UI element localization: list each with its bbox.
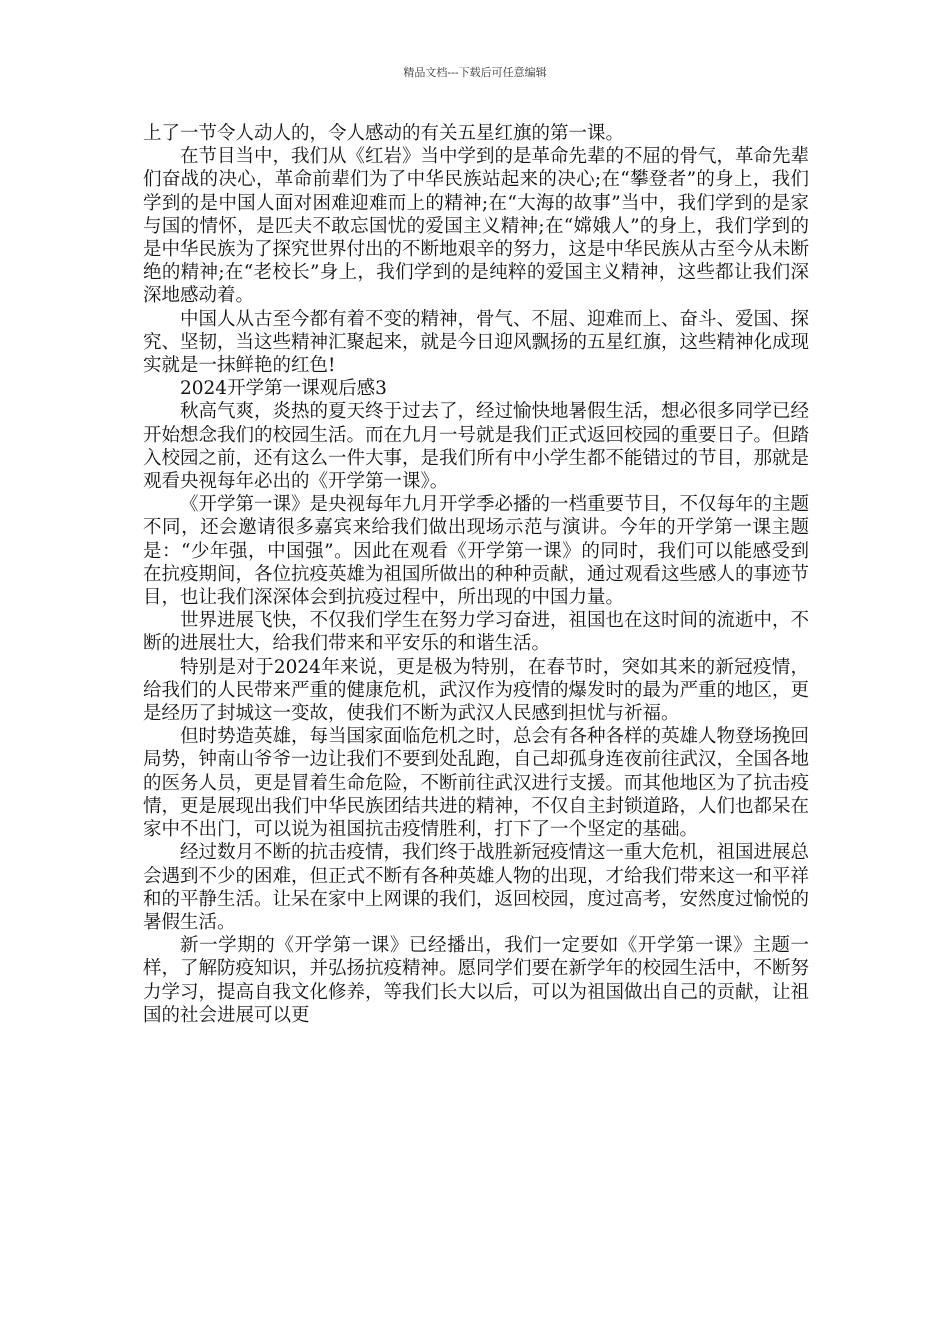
document-body: [143, 122, 809, 1027]
paragraph-1: 上了一节令人动人的，令人感动的有关五星红旗的第一课。: [143, 123, 625, 144]
paragraph-7: 世界进展飞快，不仅我们学生在努力学习奋进，祖国也在这时间的流逝中，不断的进展壮大，给我们带来和平安乐的和谐生活。: [143, 610, 810, 655]
page-header: 精品文档---下载后可任意编辑: [403, 66, 547, 79]
paragraph-5: 秋高气爽，炎热的夏天终于过去了，经过愉快地暑假生活，想必很多同学已经开始想念我们的校园生活。而在九月一号就是我们正式返回校园的重要日子。但踏入校园之前，还有这么一件大事，是我们所有中小学生都不能错过的节目，那就是观看央视每年必出的《开学第一课》。: [143, 401, 810, 493]
paragraph-3: 中国人从古至今都有着不变的精神，骨气、不屈、迎难而上、奋斗、爱国、探究、坚韧，当这些精神汇聚起来，就是今日迎风飘扬的五星红旗，这些精神化成现实就是一抹鲜艳的红色!: [143, 308, 810, 377]
paragraph-9: 但时势造英雄，每当国家面临危机之时，总会有各种各样的英雄人物登场挽回局势，钟南山爷爷一边让我们不要到处乱跑，自己却孤身连夜前往武汉，全国各地的医务人员，更是冒着生命危险，不断前往武汉进行支援。而其他地区为了抗击疫情，更是展现出我们中华民族团结共进的精神，不仅自主封锁道路，人们也都呆在家中不出门，可以说为祖国抗击疫情胜利，打下了一个坚定的基础。: [143, 726, 810, 841]
section-title: 2024开学第一课观后感3: [180, 378, 387, 400]
paragraph-11: 新一学期的《开学第一课》已经播出，我们一定要如《开学第一课》主题一样，了解防疫知识，并弘扬抗疫精神。愿同学们要在新学年的校园生活中，不断努力学习，提高自我文化修养，等我们长大以后，可以为祖国做出自己的贡献，让祖国的社会进展可以更: [143, 935, 810, 1026]
paragraph-2: 在节目当中，我们从《红岩》当中学到的是革命先辈的不屈的骨气，革命先辈们奋战的决心，革命前辈们为了中华民族站起来的决心;在“攀登者”的身上，我们学到的是中国人面对困难迎难而上的精神;在“大海的故事”当中，我们学到的是家与国的情怀，是匹夫不敢忘国忧的爱国主义精神;在“嫦娥人”的身上，我们学到的是中华民族为了探究世界付出的不断地艰辛的努力，这是中华民族从古至今从未断绝的精神;在“老校长”身上，我们学到的是纯粹的爱国主义精神，这些都让我们深深地感动着。: [143, 146, 810, 307]
paragraph-6: 《开学第一课》是央视每年九月开学季必播的一档重要节目，不仅每年的主题不同，还会邀请很多嘉宾来给我们做出现场示范与演讲。今年的开学第一课主题是：“少年强，中国强”。因此在观看《开学第一课》的同时，我们可以能感受到在抗疫期间，各位抗疫英雄为祖国所做出的种种贡献，通过观看这些感人的事迹节目，也让我们深深体会到抗疫过程中，所出现的中国力量。: [143, 494, 810, 609]
paragraph-8: 特别是对于2024年来说，更是极为特别，在春节时，突如其来的新冠疫情，给我们的人民带来严重的健康危机，武汉作为疫情的爆发时的最为严重的地区，更是经历了封城这一变故，使我们不断为武汉人民感到担忧与祈福。: [143, 656, 810, 725]
paragraph-10: 经过数月不断的抗击疫情，我们终于战胜新冠疫情这一重大危机，祖国进展总会遇到不少的困难，但正式不断有各种英雄人物的出现，才给我们带来这一和平祥和的平静生活。让呆在家中上网课的我们，返回校园，度过高考，安然度过愉悦的暑假生活。: [143, 842, 810, 933]
